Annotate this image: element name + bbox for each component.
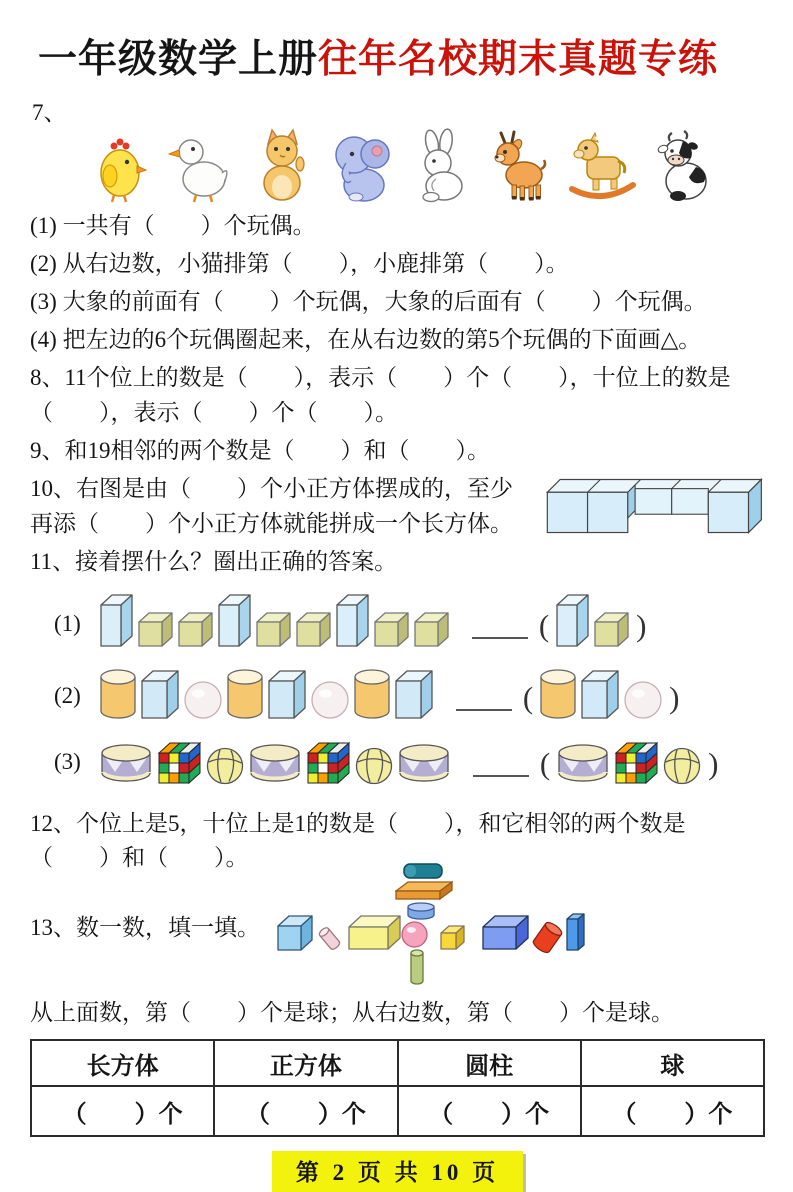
cylinder-orange-icon (354, 669, 390, 719)
cell-cuboid-count: （ ）个 (31, 1086, 214, 1136)
page-number-badge: 第 2 页 共 10 页 (272, 1151, 523, 1192)
elephant-icon (326, 127, 396, 203)
cube-arrangement-figure (540, 476, 765, 536)
q11-row-3-sequence (100, 741, 450, 785)
cuboid-tall-icon (556, 594, 589, 647)
q13-figure (30, 879, 765, 993)
q11-row-3-options (557, 741, 701, 785)
cube-olive-icon (178, 612, 213, 647)
q12-text: 12、个位上是5，十位上是1的数是（ ），和它相邻的两个数是（ ）和（ ）。 (30, 810, 686, 871)
sphere-white-icon (184, 681, 222, 719)
header-sphere: 球 (581, 1040, 764, 1086)
sphere-white-icon (624, 681, 662, 719)
close-paren: ) (669, 679, 680, 715)
open-paren: ( (522, 679, 534, 715)
rubik-icon (306, 741, 350, 785)
q11-text: 11、接着摆什么？圈出正确的答案。 (30, 548, 398, 574)
cuboid-tall-icon (218, 594, 251, 647)
cylinder-orange-icon (227, 669, 263, 719)
close-paren: ) (636, 607, 647, 643)
q10-text: 10、右图是由（ ）个小正方体摆成的，至少再添（ ）个小正方体就能拼成一个长方体。 (30, 475, 513, 536)
cube-olive-icon (594, 612, 629, 647)
header-cylinder: 圆柱 (398, 1040, 581, 1086)
cell-sphere-count: （ ）个 (581, 1086, 764, 1136)
q11-row-1-blank (472, 635, 528, 639)
header-cube: 正方体 (214, 1040, 397, 1086)
cylinder-red-icon (528, 913, 567, 962)
cube-lightblue-icon (277, 915, 313, 951)
cube-yellow-small-icon (440, 925, 465, 950)
q11-row-2-blank (456, 707, 512, 711)
cuboid-blue-tall-icon (566, 913, 585, 951)
rubik-icon (157, 741, 201, 785)
q7-line-2: (2) 从右边数，小猫排第（ ），小鹿排第（ ）。 (30, 250, 569, 276)
q11-row-1-label: (1) (54, 610, 81, 636)
q7-number: 7、 (32, 100, 67, 125)
q13-label: 13、数一数，填一填。 (30, 915, 260, 941)
title-red: 往年名校期末真题专练 (318, 38, 719, 81)
deer-icon (486, 127, 556, 203)
chick-icon (86, 127, 156, 203)
table-answer-row (31, 1086, 764, 1136)
cube-olive-icon (414, 612, 449, 647)
box-orange-icon (395, 881, 453, 901)
cuboid-yellow-icon (348, 915, 401, 950)
q11-row-1 (54, 594, 765, 647)
q10-block (30, 472, 765, 542)
rabbit-icon (406, 127, 476, 203)
cell-cube-count: （ ）个 (214, 1086, 397, 1136)
drum-icon (249, 743, 301, 785)
cylinder-orange-icon (100, 669, 136, 719)
q11-row-2-label: (2) (54, 682, 81, 708)
rocking-horse-icon (566, 127, 638, 203)
cuboid-blue2-icon (482, 915, 529, 950)
header-cuboid: 长方体 (31, 1040, 214, 1086)
title-black: 一年级数学上册 (38, 38, 319, 81)
cuboid-blue-icon (141, 670, 179, 719)
open-paren: ( (538, 607, 550, 643)
volleyball-icon (355, 747, 393, 785)
drum-icon (557, 743, 609, 785)
cube-olive-icon (374, 612, 409, 647)
q11-row-2 (54, 669, 765, 719)
cylinder-orange-icon (540, 669, 576, 719)
q7-animal-row (86, 127, 765, 203)
q11-row-2-options (540, 669, 662, 719)
cuboid-tall-icon (336, 594, 369, 647)
q11-row-2-sequence (100, 669, 433, 719)
q11-row-1-sequence (100, 594, 449, 647)
cube-olive-icon (138, 612, 173, 647)
cat-icon (246, 127, 316, 203)
drum-icon (398, 743, 450, 785)
page-title (38, 28, 765, 84)
q9-text: 9、和19相邻的两个数是（ ）和（ ）。 (30, 437, 490, 463)
cube-olive-icon (256, 612, 291, 647)
q13-block (30, 879, 765, 993)
cuboid-blue-icon (268, 670, 306, 719)
cube-olive-icon (296, 612, 331, 647)
q8-text: 8、11个位上的数是（ ），表示（ ）个（ ），十位上的数是（ ），表示（ ）个（ ）。 (30, 364, 731, 425)
q7-line-1: (1) 一共有（ ）个玩偶。 (30, 213, 316, 238)
q7-line-3: (3) 大象的前面有（ ）个玩偶，大象的后面有（ ）个玩偶。 (30, 288, 707, 314)
cube-arrangement-icon (540, 523, 765, 540)
shape-count-table (30, 1039, 765, 1137)
volleyball-icon (663, 747, 701, 785)
drum-icon (100, 743, 152, 785)
q11-row-1-options (556, 594, 629, 647)
cylinder-blue-short-icon (407, 902, 435, 920)
cylinder-pink-small-icon (314, 917, 345, 960)
sphere-pink-icon (401, 921, 428, 948)
page-footer (30, 1151, 765, 1192)
cuboid-blue-icon (581, 670, 619, 719)
q11-row-3-blank (473, 773, 529, 777)
cell-cylinder-count: （ ）个 (398, 1086, 581, 1136)
q13-count-line: 从上面数，第（ ）个是球；从右边数，第（ ）个是球。 (30, 1000, 674, 1026)
cylinder-green-icon (410, 949, 424, 985)
duck-icon (166, 127, 236, 203)
eraser-teal-icon (403, 861, 443, 880)
close-paren: ) (708, 745, 719, 781)
cuboid-blue-icon (395, 670, 433, 719)
q11-row-3-label: (3) (54, 748, 81, 774)
q11-row-3 (54, 741, 765, 785)
open-paren: ( (539, 745, 551, 781)
rubik-icon (614, 741, 658, 785)
table-header-row (31, 1040, 764, 1086)
cuboid-tall-icon (100, 594, 133, 647)
volleyball-icon (206, 747, 244, 785)
q7-line-4: (4) 把左边的6个玩偶圈起来，在从右边数的第5个玩偶的下面画△。 (30, 326, 702, 352)
sphere-white-icon (311, 681, 349, 719)
cow-icon (648, 127, 718, 203)
